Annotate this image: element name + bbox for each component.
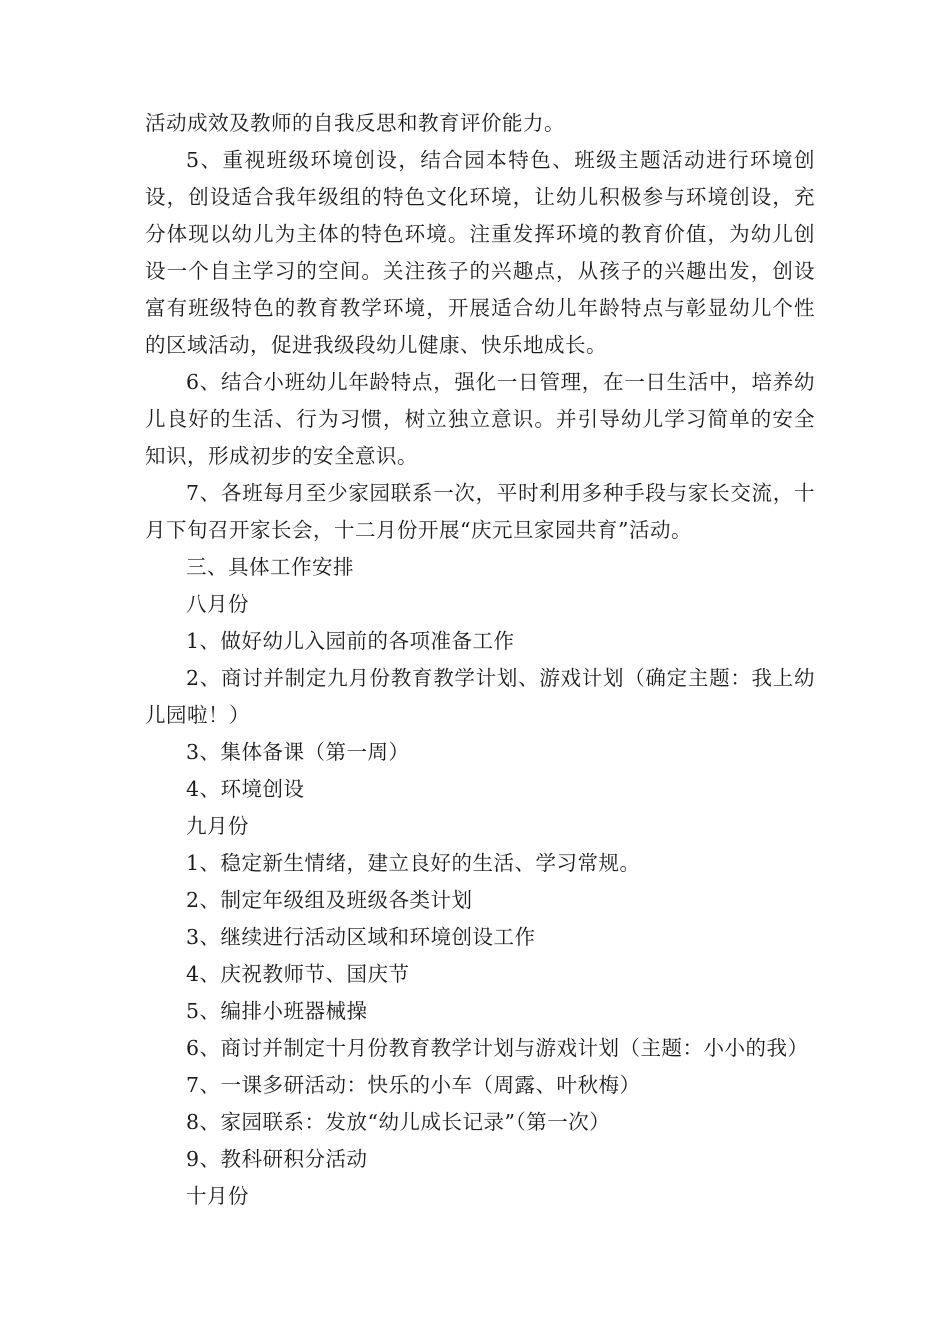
list-item: 3、继续进行活动区域和环境创设工作 xyxy=(186,925,536,949)
list-item: 4、庆祝教师节、国庆节 xyxy=(186,962,410,986)
list-item: 2、制定年级组及班级各类计划 xyxy=(186,888,473,912)
month-title-august: 八月份 xyxy=(186,592,249,616)
list-item: 1、稳定新生情绪，建立良好的生活、学习常规。 xyxy=(186,851,641,875)
list-item: 2、商讨并制定九月份教育教学计划、游戏计划（确定主题：我上幼儿园啦！） xyxy=(145,666,815,727)
list-item: 8、家园联系：发放“幼儿成长记录”（第一次） xyxy=(186,1110,611,1134)
list-item: 4、环境创设 xyxy=(186,777,305,801)
section-title: 三、具体工作安排 xyxy=(186,555,354,579)
month-title-september: 九月份 xyxy=(186,814,249,838)
paragraph-7: 7、各班每月至少家园联系一次，平时利用多种手段与家长交流，十月下旬召开家长会，十二月份开展“庆元旦家园共育”活动。 xyxy=(145,481,815,542)
list-item: 9、教科研积分活动 xyxy=(186,1147,368,1171)
list-item: 5、编排小班器械操 xyxy=(186,999,368,1023)
list-item: 6、商讨并制定十月份教育教学计划与游戏计划（主题：小小的我） xyxy=(186,1036,809,1060)
document-body xyxy=(145,105,815,1215)
list-item: 7、一课多研活动：快乐的小车（周露、叶秋梅） xyxy=(186,1073,641,1097)
list-item: 1、做好幼儿入园前的各项准备工作 xyxy=(186,629,515,653)
paragraph-5: 5、重视班级环境创设，结合园本特色、班级主题活动进行环境创设，创设适合我年级组的特色文化环境，让幼儿积极参与环境创设，充分体现以幼儿为主体的特色环境。注重发挥环境的教育价值，为幼儿创设一个自主学习的空间。关注孩子的兴趣点，从孩子的兴趣出发，创设富有班级特色的教育教学环境，开展适合幼儿年龄特点与彰显幼儿个性的区域活动，促进我级段幼儿健康、快乐地成长。 xyxy=(145,148,815,357)
paragraph-6: 6、结合小班幼儿年龄特点，强化一日管理，在一日生活中，培养幼儿良好的生活、行为习惯，树立独立意识。并引导幼儿学习简单的安全知识，形成初步的安全意识。 xyxy=(145,370,815,468)
intro-line: 活动成效及教师的自我反思和教育评价能力。 xyxy=(145,111,565,135)
month-title-october: 十月份 xyxy=(186,1184,249,1208)
list-item: 3、集体备课（第一周） xyxy=(186,740,410,764)
